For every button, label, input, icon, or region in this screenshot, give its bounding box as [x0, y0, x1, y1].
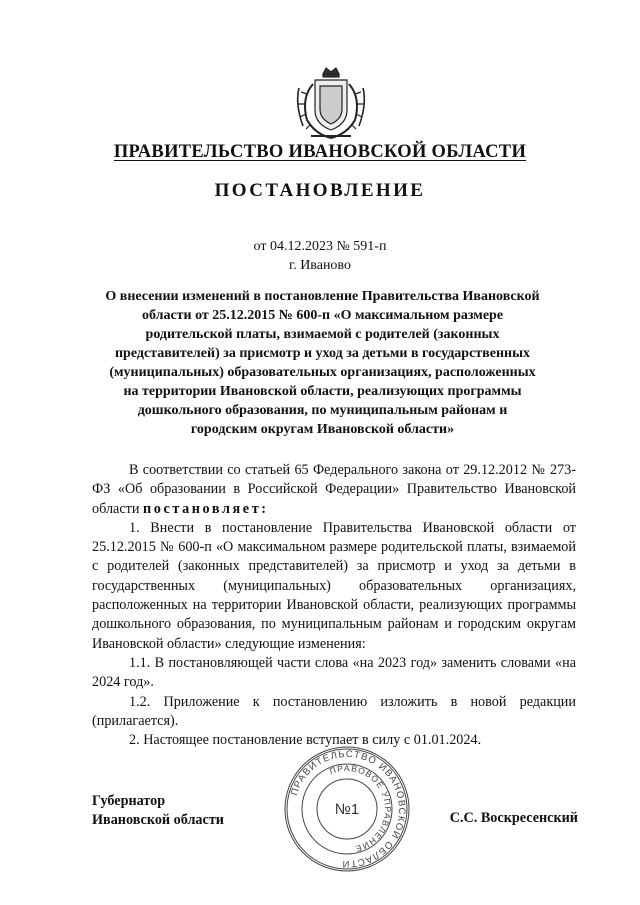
stamp-center-number: №1 [334, 801, 360, 818]
signatory-name: С.С. Воскресенский [449, 810, 578, 826]
preamble-text: В соответствии со статьей 65 Федерального закона от 29.12.2012 № 273-ФЗ «Об образовании в Российской Федерации» Правительство Ивановской области [92, 462, 576, 517]
signatory-position [92, 792, 224, 830]
stamp-outer-text: ПРАВИТЕЛЬСТВО ИВАНОВСКОЙ ОБЛАСТИ [288, 748, 408, 870]
document-body [92, 461, 576, 750]
position-line-1: Губернатор [92, 793, 166, 809]
item-2: 2. Настоящее постановление вступает в силу с 01.01.2024. [129, 732, 482, 749]
item-1-2: 1.2. Приложение к постановлению изложить в новой редакции (прилагается). [92, 693, 576, 729]
date-number: от 04.12.2023 № 591-п [253, 239, 387, 254]
item-1: 1. Внести в постановление Правительства Ивановской области от 25.12.2015 № 600-п «О максимальном размере родительской платы, взимаемой с родителей (законных представителей) за присмотр и уход за детьми в государственных (муниципальных) образовательных организациях, расположенных на территории Ивановской области, реализующих программы дошкольного образования, по муниципальным районам и городским округам Ивановской области» следующие изменения: [92, 519, 576, 652]
document-meta [0, 237, 640, 275]
city: г. Иваново [289, 258, 351, 273]
item-1-1: 1.1. В постановляющей части слова «на 2023 год» заменить словами «на 2024 год». [92, 654, 576, 691]
document-title: О внесении изменений в постановление Правительства Ивановской области от 25.12.2015 № 600-п «О максимальном размере родительской платы, взимаемой с родителей (законных представителей) за присмотр и уход за детьми в государственных (муниципальных) образовательных организациях, расположенных на территории Ивановской области, реализующих программы дошкольного образования, по муниципальным районам и городским округам Ивановской области» [105, 289, 540, 437]
decides-word: постановляет: [142, 500, 269, 517]
document-type: ПОСТАНОВЛЕНИЕ [214, 180, 426, 201]
coat-of-arms-emblem [293, 64, 369, 142]
preamble-paragraph [92, 461, 576, 519]
official-stamp [283, 745, 411, 873]
government-name: ПРАВИТЕЛЬСТВО ИВАНОВСКОЙ ОБЛАСТИ [113, 142, 527, 162]
stamp-inner-text: ПРАВОВОЕ УПРАВЛЕНИЕ [328, 762, 394, 855]
position-line-2: Ивановской области [92, 812, 224, 828]
